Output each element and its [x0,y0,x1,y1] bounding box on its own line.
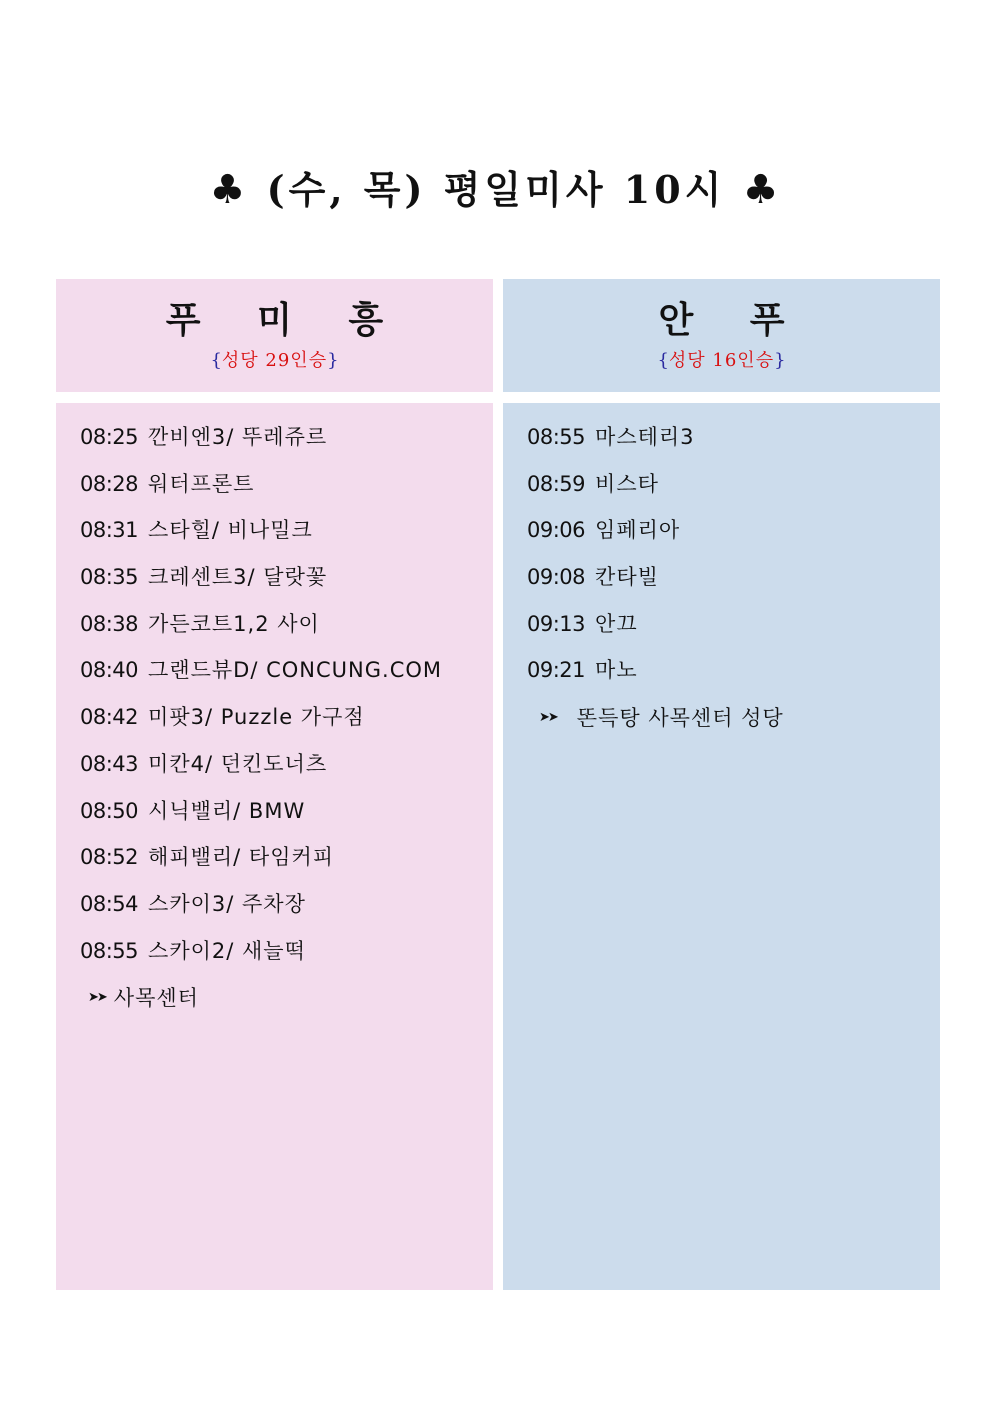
stop-place: 시닉밸리/ BMW [148,798,306,823]
stop-place: 마스테리3 [595,425,695,449]
page-title [0,160,992,220]
stop-place: 스카이3/ 주차장 [148,891,306,916]
stop-place: 깐비엔3/ 뚜레쥬르 [148,425,328,449]
list-item [80,697,442,744]
list-item [80,884,442,931]
stop-place: 비스타 [595,471,659,496]
final-destination-text: 사목센터 [113,986,199,1010]
list-item [527,604,695,651]
stop-place: 스타힐/ 비나밀크 [148,518,313,543]
final-destination-text: 똔득탕 사목센터 성당 [576,706,784,730]
stop-place: 안끄 [595,611,638,636]
seat-capacity: {성당 29인승} [210,350,339,371]
final-destination [88,977,199,1017]
stop-time: 09:08 [527,565,586,590]
stop-time: 08:43 [80,751,139,776]
region-header-left [56,279,493,392]
stop-time: 09:06 [527,518,586,543]
stop-place: 마노 [595,658,638,683]
stop-list [80,417,442,977]
stop-time: 08:25 [80,425,139,449]
list-item [80,931,442,978]
list-item [80,650,442,697]
final-destination [539,697,784,737]
list-item [80,837,442,884]
stop-time: 08:40 [80,658,139,683]
seat-capacity-text: 성당 29인승 [221,350,328,371]
region-name: 푸 미 흥 [165,299,406,341]
list-item [80,417,442,464]
stop-place: 미팟3/ Puzzle 가구점 [148,705,365,730]
stop-time: 08:42 [80,705,139,730]
stop-time: 08:28 [80,471,139,496]
list-item [527,464,695,511]
arrow-right-icon: ➤➤ [88,989,106,1005]
stop-place: 미칸4/ 던킨도너츠 [148,751,328,776]
seat-capacity-text: 성당 16인승 [668,350,775,371]
stop-time: 08:38 [80,611,139,636]
arrow-right-icon: ➤➤ [539,709,557,725]
stop-place: 가든코트1,2 사이 [148,611,320,636]
list-item [80,557,442,604]
stop-time: 08:55 [527,425,586,449]
title-text: (수, 목) 평일미사 10시 [266,167,726,212]
list-item [80,744,442,791]
stop-place: 임페리아 [595,518,681,543]
list-item [527,510,695,557]
stop-place: 칸타빌 [595,565,659,590]
list-item [527,417,695,464]
seat-capacity: {성당 16인승} [657,350,786,371]
stop-time: 08:59 [527,471,586,496]
stop-time: 08:55 [80,938,139,963]
club-suit-icon: ♣ [742,166,783,213]
region-header-right [503,279,940,392]
list-item [527,557,695,604]
stop-place: 워터프론트 [148,471,255,496]
stop-time: 08:52 [80,845,139,870]
stop-place: 해피밸리/ 타임커피 [148,845,335,870]
stop-place: 크레센트3/ 달랏꽃 [148,565,328,590]
list-item [527,650,695,697]
stop-time: 08:50 [80,798,139,823]
stop-list [527,417,695,697]
stop-place: 스카이2/ 새늘떡 [148,938,306,963]
stop-time: 08:35 [80,565,139,590]
stop-list-left [56,403,493,1290]
region-name: 안 푸 [658,299,807,341]
club-suit-icon: ♣ [209,166,250,213]
stop-time: 08:31 [80,518,139,543]
stop-time: 09:13 [527,611,586,636]
stop-time: 08:54 [80,891,139,916]
list-item [80,791,442,838]
stop-time: 09:21 [527,658,586,683]
list-item [80,604,442,651]
list-item [80,510,442,557]
stop-list-right [503,403,940,1290]
list-item [80,464,442,511]
stop-place: 그랜드뷰D/ CONCUNG.COM [148,658,442,683]
